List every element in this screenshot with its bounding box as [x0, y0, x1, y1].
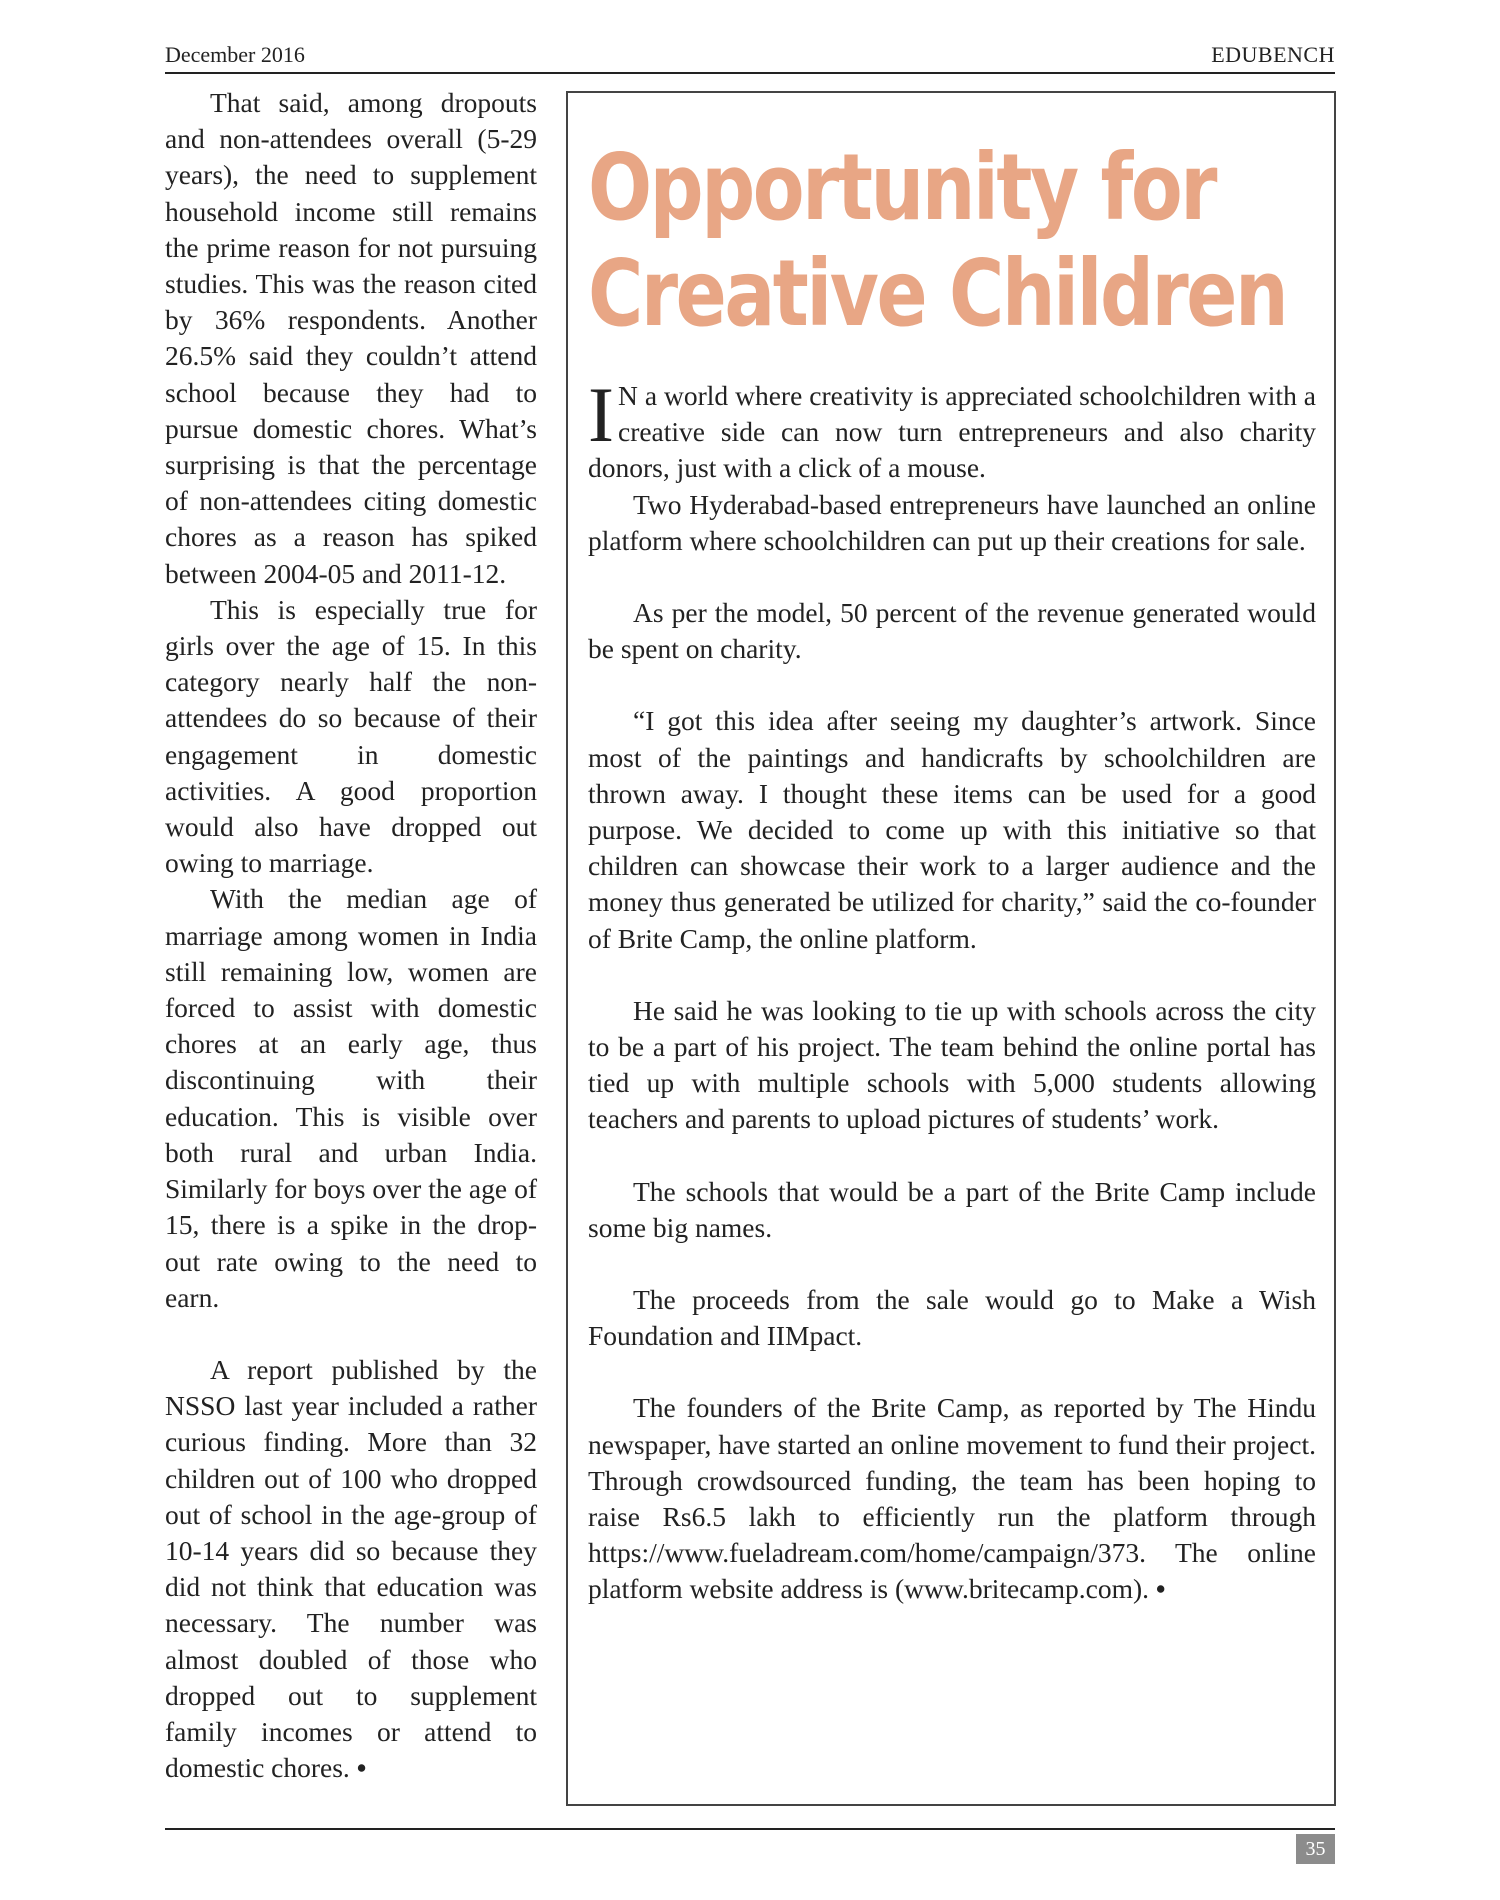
article-headline	[588, 135, 1286, 347]
end-mark: •	[1155, 1573, 1166, 1605]
left-column	[165, 85, 537, 1786]
article-paragraph: As per the model, 50 percent of the revenue generated would be spent on charity.	[588, 597, 1316, 665]
article-box	[566, 91, 1336, 1806]
article-paragraph-first	[588, 371, 1316, 487]
footer-rule	[165, 1828, 1335, 1830]
article-paragraph-text: The founders of the Brite Camp, as reported by The Hindu newspaper, have started an online movement to fund their project. Through crowdsourced funding, the team has been hoping to raise Rs6.5 lakh to efficiently run the platform through https://www.fueladream.com/home/campaign/373. The online platform website address is (www.britecamp.com).	[588, 1392, 1316, 1605]
headline-line-2: Creative Children	[588, 240, 1287, 347]
left-paragraph: That said, among dropouts and non-attendees overall (5-29 years), the need to supplement household income still remains the prime reason for not pursuing studies. This was the reason cited by 36% respondents. Another 26.5% said they couldn’t attend school because they had to pursue domestic chores. What’s surprising is that the percentage of non-attendees citing domestic chores as a reason has spiked between 2004-05 and 2011-12.	[165, 87, 537, 589]
headline-line-1: Opportunity for	[588, 134, 1215, 241]
page-header	[165, 40, 1335, 74]
page-number: 35	[1296, 1834, 1335, 1864]
left-paragraph: With the median age of marriage among women in India still remaining low, women are forced to assist with domestic chores at an early age, thus discontinuing with their education. This is visible over both rural and urban India. Similarly for boys over the age of 15, there is a spike in the drop-out rate owing to the need to earn.	[165, 883, 537, 1313]
drop-cap: I	[588, 371, 614, 458]
article-paragraph: “I got this idea after seeing my daughter’s artwork. Since most of the paintings and handicrafts by schoolchildren are thrown away. I thought these items can be used for a good purpose. We decided to come up with this initiative so that children can showcase their work to a larger audience and the money thus generated be utilized for charity,” said the co-founder of Brite Camp, the online platform.	[588, 705, 1316, 954]
first-paragraph-text: N a world where creativity is appreciated schoolchildren with a creative side can now turn entrepreneurs and also charity donors, just with a click of a mouse.	[588, 380, 1316, 484]
article-paragraph: The schools that would be a part of the Brite Camp include some big names.	[588, 1175, 1316, 1243]
article-paragraph: Two Hyderabad-based entrepreneurs have launched an online platform where schoolchildren can put up their creations for sale.	[588, 488, 1316, 556]
end-mark: •	[356, 1752, 367, 1784]
left-paragraph-last	[165, 1352, 537, 1786]
issue-date: December 2016	[165, 42, 305, 67]
article-body	[588, 371, 1316, 1608]
article-paragraph: He said he was looking to tie up with schools across the city to be a part of his project. The team behind the online portal has tied up with multiple schools with 5,000 students allowing teachers and parents to upload pictures of students’ work.	[588, 994, 1316, 1135]
left-paragraph: This is especially true for girls over the age of 15. In this category nearly half the non-attendees do so because of their engagement in domestic activities. A good proportion would also have dropped out owing to marriage.	[165, 593, 537, 879]
article-paragraph-last	[588, 1390, 1316, 1607]
article-paragraph: The proceeds from the sale would go to Make a Wish Foundation and IIMpact.	[588, 1284, 1316, 1352]
magazine-name: EDUBENCH	[1211, 42, 1335, 67]
left-paragraph-text: A report published by the NSSO last year included a rather curious finding. More than 32 children out of 100 who dropped out of school in the age-group of 10-14 years did so because they did not think that education was necessary. The number was almost doubled of those who dropped out to supplement family incomes or attend to domestic chores.	[165, 1353, 537, 1784]
